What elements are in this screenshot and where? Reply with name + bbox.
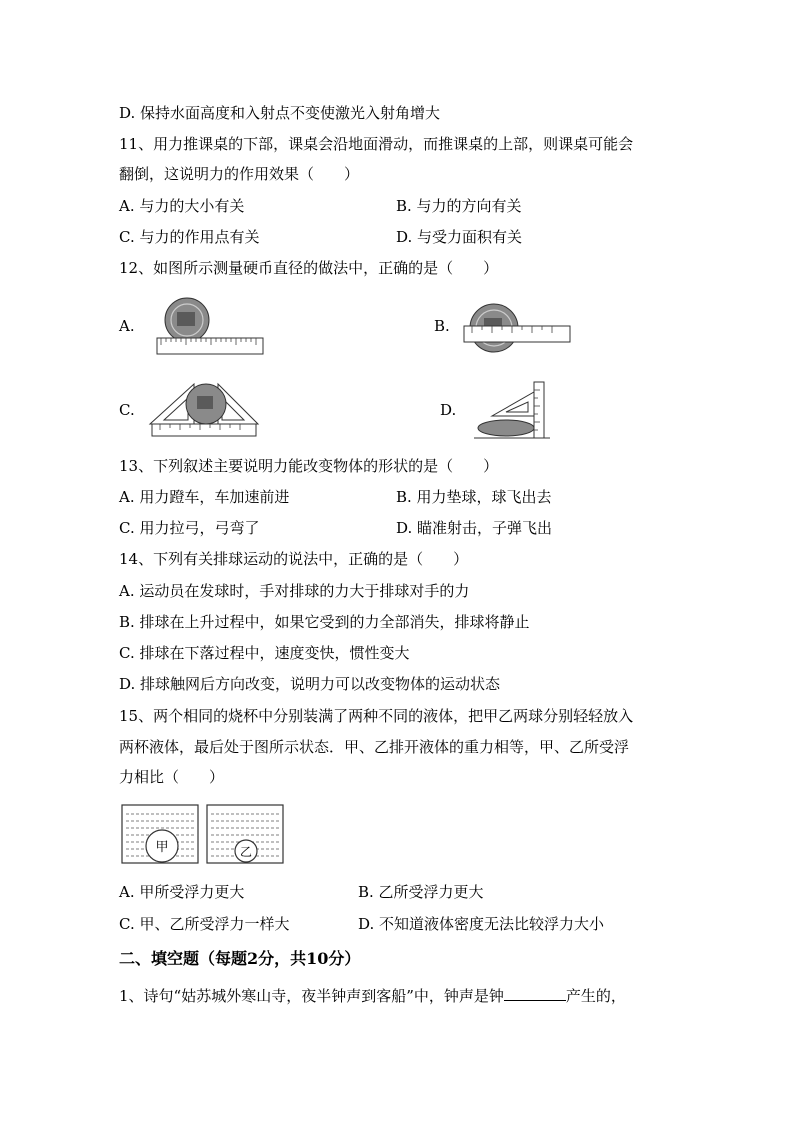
q14-option-a: A. 运动员在发球时，手对排球的力大于排球对手的力 (119, 582, 470, 600)
q12-figure-b (462, 298, 574, 358)
q12-label-a: A. (119, 317, 135, 335)
q15-ball-yi-label: 乙 (239, 845, 253, 859)
q15-option-d: D. 不知道液体密度无法比较浮力大小 (358, 915, 605, 933)
q11-option-d: D. 与受力面积有关 (396, 228, 523, 246)
q15-option-b: B. 乙所受浮力更大 (358, 883, 484, 901)
q12-figure-c (148, 380, 260, 442)
q14-stem: 14、下列有关排球运动的说法中，正确的是（ ） (119, 550, 469, 568)
q15-option-c: C. 甲、乙所受浮力一样大 (119, 915, 290, 933)
q14-option-b: B. 排球在上升过程中，如果它受到的力全部消失，排球将静止 (119, 613, 530, 631)
q15-stem-line2: 两杯液体，最后处于图所示状态．甲、乙排开液体的重力相等，甲、乙所受浮 (119, 738, 630, 756)
q15-beaker-jia (121, 804, 199, 864)
q13-option-c: C. 用力拉弓，弓弯了 (119, 519, 260, 537)
q13-stem: 13、下列叙述主要说明力能改变物体的形状的是（ ） (119, 457, 499, 475)
q15-option-a: A. 甲所受浮力更大 (119, 883, 245, 901)
section2-heading: 二、填空题（每题2分，共10分） (119, 949, 361, 968)
q15-beaker-yi (206, 804, 284, 864)
q11-stem-line1: 11、用力推课桌的下部，课桌会沿地面滑动，而推课桌的上部，则课桌可能会 (119, 135, 634, 153)
q11-option-b: B. 与力的方向有关 (396, 197, 522, 215)
q10-option-d: D. 保持水面高度和入射点不变使激光入射角增大 (119, 104, 441, 122)
q12-label-c: C. (119, 401, 135, 419)
q14-option-c: C. 排球在下落过程中，速度变快，惯性变大 (119, 644, 410, 662)
q12-label-b: B. (434, 317, 450, 335)
q11-stem-line2: 翻倒，这说明力的作用效果（ ） (119, 165, 360, 183)
q15-stem-line1: 15、两个相同的烧杯中分别装满了两种不同的液体，把甲乙两球分别轻轻放入 (119, 707, 634, 725)
q12-figure-a (155, 298, 267, 358)
fill1-line (119, 986, 626, 1006)
fill1-text-after: 产生的， (565, 987, 626, 1005)
q13-option-d: D. 瞄准射击，子弹飞出 (396, 519, 553, 537)
q12-figure-d (474, 380, 554, 442)
q15-ball-jia-label: 甲 (155, 840, 169, 855)
q14-option-d: D. 排球触网后方向改变，说明力可以改变物体的运动状态 (119, 675, 501, 693)
fill1-answer-blank[interactable] (504, 986, 566, 1001)
q13-option-a: A. 用力蹬车，车加速前进 (119, 488, 290, 506)
q12-label-d: D. (440, 401, 457, 419)
q11-option-a: A. 与力的大小有关 (119, 197, 245, 215)
q11-option-c: C. 与力的作用点有关 (119, 228, 260, 246)
q15-stem-line3: 力相比（ ） (119, 768, 225, 786)
q12-stem: 12、如图所示测量硬币直径的做法中，正确的是（ ） (119, 259, 499, 277)
q13-option-b: B. 用力垫球，球飞出去 (396, 488, 552, 506)
fill1-text-before: 1、诗句“姑苏城外寒山寺，夜半钟声到客船”中，钟声是钟 (119, 987, 504, 1005)
